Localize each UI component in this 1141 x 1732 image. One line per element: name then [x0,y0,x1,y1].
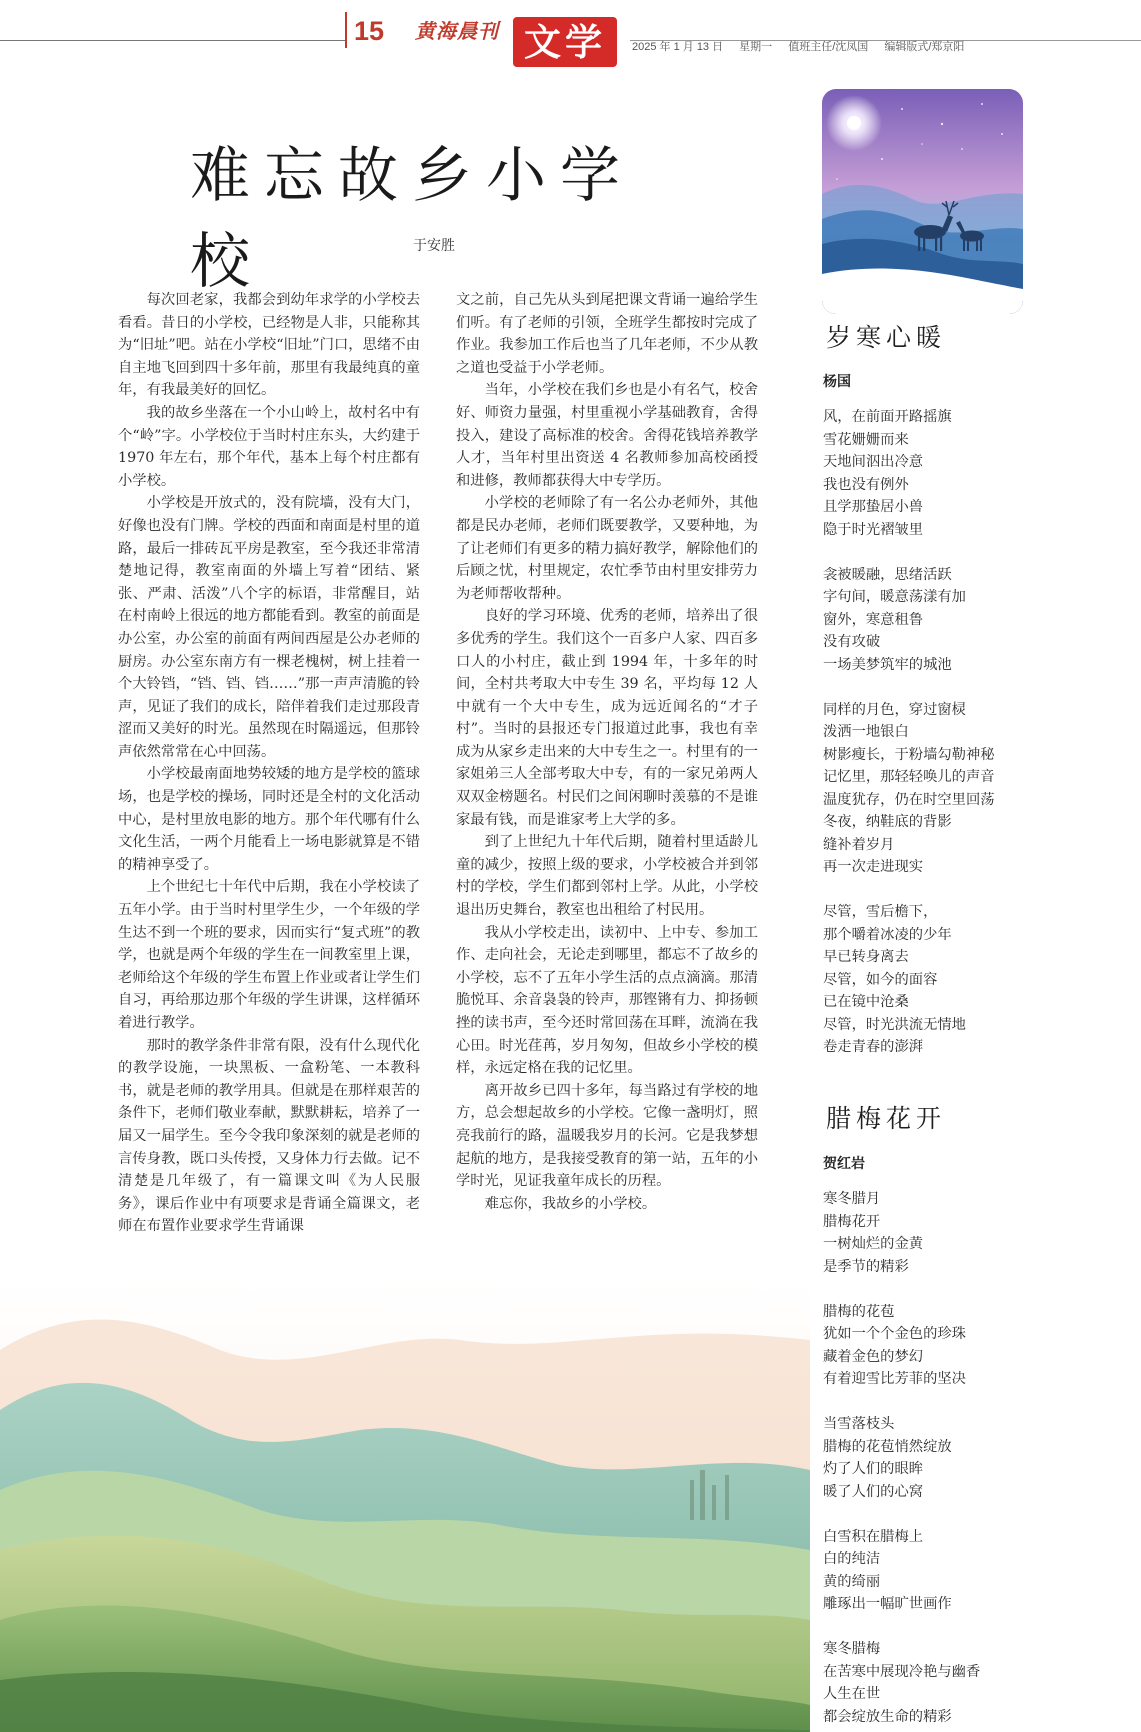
article-paragraph: 小学校是开放式的，没有院墙，没有大门，好像也没有门牌。学校的西面和南面是村里的道路，最后一排砖瓦平房是教室，至今我还非常清楚地记得，教室南面的外墙上写着“团结、紧张、严肃、活泼”八个字的标语，非常醒目，站在村南岭上很远的地方都能看到。教室的前面是办公室，办公室的前面有两间西屋是公办老师的厨房。办公室东南方有一棵老槐树，树上挂着一个大铃铛，“铛、铛、铛……”那一声声清脆的铃声，见证了我们的成长，陪伴着我们走过那段青涩而又美好的时光。虽然现在时隔遥远，但那铃声依然常常在心中回荡。 [118,495,420,760]
poem-stanza [823,1638,1053,1728]
article-column-right [456,289,758,1215]
article-paragraph: 上个世纪七十年代中后期，我在小学校读了五年小学。由于当时村里学生少，一个年级的学生达不到一个班的要求，因而实行“复式班”的教学，也就是两个年级的学生在一间教室里上课，老师给这个年级的学生布置上作业或者让学生们自习，再给那边那个年级的学生讲课，这样循环着进行教学。 [118,879,420,1031]
poem-line: 尽管，如今的面容 [823,971,938,988]
poem-line: 风，在前面开路摇旗 [823,409,952,425]
article-paragraph: 那时的教学条件非常有限，没有什么现代化的教学设施，一块黑板、一盒粉笔、一本教科书，就是老师的教学用具。但就是在那样艰苦的条件下，老师们敬业奉献，默默耕耘，培养了一届又一届学生。至今令我印象深刻的就是老师的言传身教，既口头传授，又身体力行去做。记不清楚是几年级了，有一篇课文叫《为人民服务》，课后作业中有项要求是背诵全篇课文，老师在布置作业要求学生背诵课 [118,1037,420,1235]
landscape-illustration [0,1280,810,1732]
poem-author: 杨国 [823,373,851,389]
poem-line: 再一次走进现实 [823,859,924,875]
newspaper-name: 黄海晨刊 [415,19,499,43]
poem-body [823,406,1053,1081]
poem-line: 暖了人们的心窝 [823,1483,924,1500]
layout-editor: 编辑版式/郑京阳 [884,41,965,53]
poem-line: 一场美梦筑牢的城池 [823,656,952,673]
poem-line: 树影瘦长，于粉墙勾勒神秘 [823,746,995,763]
poem-line: 窗外，寒意租鲁 [823,611,924,628]
poem-line: 缝补着岁月 [823,836,895,853]
poem-line: 温度犹存，仍在时空里回荡 [823,791,995,808]
poem-line: 泼洒一地银白 [823,724,909,740]
header-rule-left [0,40,345,41]
poem-line: 天地间泅出冷意 [823,454,924,470]
poem-line: 我也没有例外 [823,476,909,493]
poem-line: 冬夜，纳鞋底的背影 [823,814,952,830]
poem-stanza [823,699,1053,879]
issue-date: 2025 年 1 月 13 日 [632,41,724,53]
poem-stanza [823,1526,1053,1616]
poem-line: 已在镜中沧桑 [823,994,909,1010]
poem-body [823,1188,1053,1732]
article-paragraph: 我从小学校走出，读初中、上中专、参加工作、走向社会，无论走到哪里，都忘不了故乡的小学校，忘不了五年小学生活的点点滴滴。那清脆悦耳、余音袅袅的铃声，那铿锵有力、抑扬顿挫的读书声，至今还时常回荡在耳畔，流淌在我心田。时光荏苒，岁月匆匆，但故乡小学校的模样，永远定格在我的记忆里。 [456,924,758,1077]
poem-line: 一树灿烂的金黄 [823,1236,924,1252]
poem-line: 在苦寒中展现冷艳与幽香 [823,1663,981,1680]
poem-line: 黄的绮丽 [823,1573,881,1590]
poem-line: 藏着金色的梦幻 [823,1348,924,1365]
poem-line: 寒冬腊月 [823,1191,881,1207]
poem-stanza [823,1413,1053,1503]
article-title: 难忘故乡小学校 [190,141,634,297]
poem-line: 人生在世 [823,1686,881,1702]
poem-line: 且学那蛰居小兽 [823,499,924,515]
article-paragraph: 我的故乡坐落在一个小山岭上，故村名中有个“岭”字。小学校位于当时村庄东头，大约建于 1970 年左右，那个年代，基本上每个村庄都有小学校。 [118,404,420,489]
article-paragraph: 离开故乡已四十多年，每当路过有学校的地方，总会想起故乡的小学校。它像一盏明灯，照亮我前行的路，温暖我岁月的长河。它是我梦想起航的地方，是我接受教育的第一站，五年的小学时光，见证我童年成长的历程。 [456,1082,758,1190]
poem-stanza [823,1188,1053,1278]
article-paragraph: 良好的学习环境、优秀的老师，培养出了很多优秀的学生。我们这个一百多户人家、四百多口人的小村庄，截止到 1994 年，十多年的时间，全村共考取大中专生 39 名，平均每 12 人中就有一个大中专生，成为远近闻名的“才子村”。当时的县报还专门报道过此事，我也有幸成为从家乡走出来的大中专生之一。村里有的一家姐弟三人全部考取大中专，有的一家兄弟两人双双金榜题名。村民们之间闲聊时羡慕的不是谁家最有钱，而是谁家考上大学的多。 [456,608,758,828]
poem-line: 白雪积在腊梅上 [823,1528,924,1545]
poem-line: 灼了人们的眼眸 [823,1461,924,1477]
poem-line: 雪花姗姗而来 [823,431,909,448]
poem-line: 记忆里，那轻轻唤儿的声音 [823,769,995,785]
poem-line: 尽管，雪后檐下， [823,904,938,920]
poem-line: 隐于时光褶皱里 [823,521,924,538]
poem-line: 字句间，暖意荡漾有加 [823,589,966,605]
article-paragraph: 小学校的老师除了有一名公办老师外，其他都是民办老师，老师们既要教学，又要种地，为了让老师们有更多的精力搞好教学，解除他们的后顾之忧，村里规定，农忙季节由村里安排劳力为老师帮收帮种。 [456,495,758,602]
poem-line: 腊梅的花苞悄然绽放 [823,1438,952,1455]
poem-line: 腊梅的花苞 [823,1303,895,1320]
article-paragraph: 每次回老家，我都会到幼年求学的小学校去看看。昔日的小学校，已经物是人非，只能称其为“旧址”吧。站在小学校“旧址”门口，思绪不由自主地飞回到四十多年前，那里有我最纯真的童年，有我最美好的回忆。 [118,292,420,399]
article-paragraph: 文之前，自己先从头到尾把课文背诵一遍给学生们听。有了老师的引领，全班学生都按时完成了作业。我参加工作后也当了几年老师，不少从教之道也受益于小学老师。 [456,292,758,376]
article-paragraph: 小学校最南面地势较矮的地方是学校的篮球场，也是学校的操场，同时还是全村的文化活动中心，是村里放电影的地方。那个年代哪有什么文化生活，一两个月能看上一场电影就算是不错的精神享受了。 [118,766,420,873]
section-badge: 文学 [513,17,617,67]
poem-line: 当雪落枝头 [823,1416,895,1432]
poem-line: 是季节的精彩 [823,1258,909,1275]
poem-line: 卷走青春的澎湃 [823,1039,924,1055]
poem-line: 犹如一个个金色的珍珠 [823,1326,966,1342]
article-paragraph: 难忘你，我故乡的小学校。 [484,1195,657,1212]
article-paragraph: 当年，小学校在我们乡也是小有名气，校舍好、师资力量强，村里重视小学基础教育，舍得投入，建设了高标准的校舍。舍得花钱培养教学人才，当年村里出资送 4 名教师参加高校函授和进修，教师都获得大中专学历。 [456,382,758,489]
header-meta [632,38,977,54]
issue-weekday: 星期一 [739,41,773,53]
article-column-left [118,289,420,1238]
poem-line: 那个嚼着冰凌的少年 [823,926,952,943]
poem-stanza [823,901,1053,1059]
article-author: 于安胜 [413,237,455,253]
poem-line: 雕琢出一幅旷世画作 [823,1596,952,1612]
poem-line: 有着迎雪比芳菲的坚决 [823,1371,966,1387]
page-number: 15 [354,16,385,46]
poem-line: 都会绽放生命的精彩 [823,1708,952,1725]
article-paragraph: 到了上世纪九十年代后期，随着村里适龄儿童的减少，按照上级的要求，小学校被合并到邻村的学校，学生们都到邻村上学。从此，小学校退出历史舞台，教室也出租给了村民用。 [456,834,758,919]
poem-line: 白的纯洁 [823,1551,881,1567]
poem-line: 早已转身离去 [823,949,909,965]
poem-stanza [823,406,1053,541]
poem-line: 没有攻破 [823,634,881,650]
poem-line: 腊梅花开 [823,1213,881,1230]
page-number-bar [345,12,347,48]
poem-stanza [823,564,1053,677]
duty-editor: 值班主任/沈凤国 [788,41,869,53]
poem-line: 衾被暖融，思绪活跃 [823,566,952,583]
page-header [0,0,1141,70]
poem-stanza [823,1301,1053,1391]
poem-line: 尽管，时光洪流无情地 [823,1016,966,1033]
poem-line: 同样的月色，穿过窗棂 [823,701,966,718]
poem-title: 腊梅花开 [826,1104,947,1133]
poem-author: 贺红岩 [823,1155,865,1171]
poem-line: 寒冬腊梅 [823,1641,881,1657]
poem-title: 岁寒心暖 [826,323,947,352]
winter-night-illustration [822,89,1023,314]
